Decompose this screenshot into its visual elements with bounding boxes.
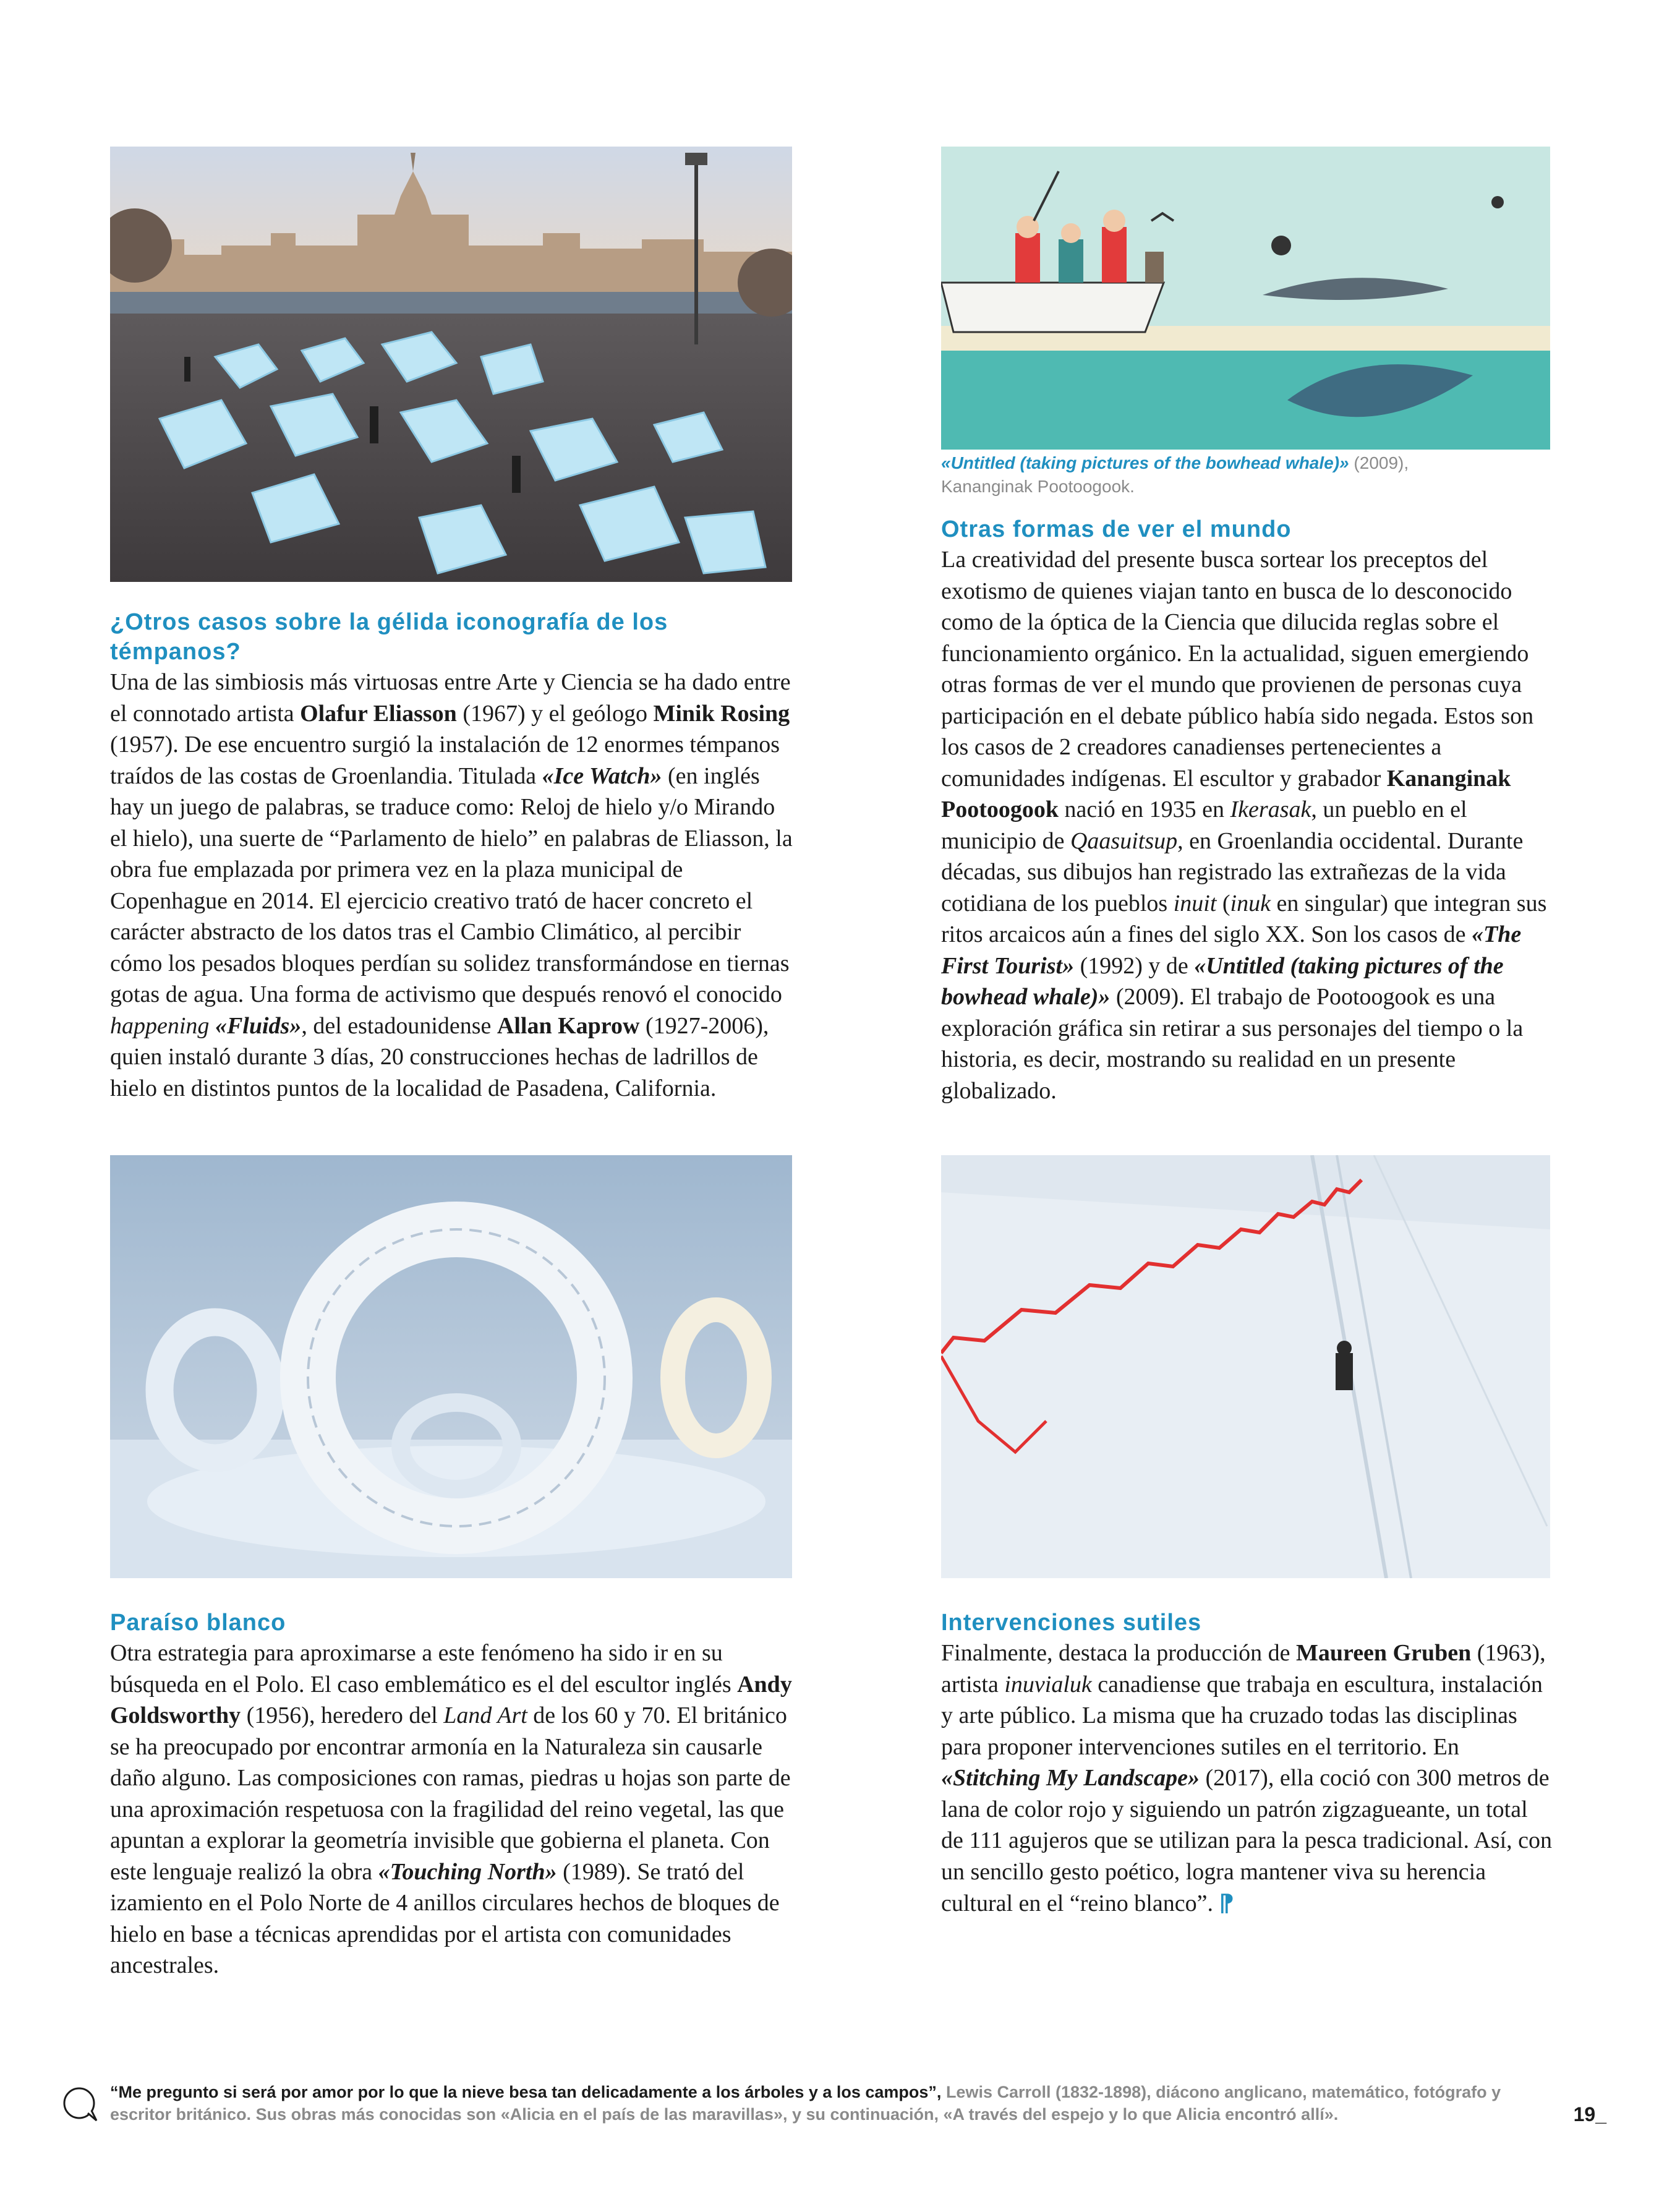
section-heading: ¿Otros casos sobre la gélida iconografía de los témpanos? (110, 609, 668, 665)
page-number: 19_ (1573, 2103, 1606, 2125)
speech-bubble-icon (62, 2086, 99, 2123)
quote-attribution: Lewis Carroll (1832-1898), diácono anglicano, matemático, fotógrafo y escritor británico. Sus obras más conocidas son «Alicia en el país de las maravillas», y su continuación, «A través del espejo y lo que Alicia encontró allí». (110, 2083, 1501, 2124)
section-body: Finalmente, destaca la producción de Maureen Gruben (1963), artista inuvialuk canadiense que trabaja en escultura, instalación y arte público. La misma que ha cruzado todas las disciplinas para proponer intervenciones sutiles en el territorio. En «Stitching My Landscape» (2017), ella coció con 300 metros de lana de color rojo y siguiendo un patrón zigzagueante, un total de 111 agujeros que se utilizan para la pesca tradicional. Así, con un sencillo gesto poético, logra mantener viva su herencia cultural en el “reino blanco”. ⁋ (941, 1640, 1552, 1916)
whale-caption-artist: Kananginak Pootoogook. (941, 477, 1135, 496)
quote-text: “Me pregunto si será por amor por lo que la nieve besa tan delicadamente a los árboles y a los campos”, (110, 2083, 942, 2101)
bowhead-whale-drawing (941, 147, 1550, 450)
section-otras-formas (941, 515, 1553, 1106)
section-paraiso-blanco (110, 1608, 796, 1981)
whale-caption-title: «Untitled (taking pictures of the bowhead whale)» (941, 453, 1349, 472)
whale-caption (941, 451, 1550, 498)
ice-watch-photo (110, 147, 792, 582)
section-body: La creatividad del presente busca sortear los preceptos del exotismo de quienes viajan tanto en busca de lo desconocido como de la óptica de la Ciencia que dilucida reglas sobre el funcionamiento orgánico. En la actualidad, siguen emergiendo otras formas de ver el mundo que provienen de personas cuya participación en el debate público había sido negada. Estos son los casos de 2 creadores canadienses pertenecientes a comunidades indígenas. El escultor y grabador Kananginak Pootoogook nació en 1935 en Ikerasak, un pueblo en el municipio de Qaasuitsup, en Groenlandia occidental. Durante décadas, sus dibujos han registrado las extrañezas de la vida cotidiana de los pueblos inuit (inuk en singular) que integran sus ritos arcaicos aún a fines del siglo XX. Son los casos de «The First Tourist» (1992) y de «Untitled (taking pictures of the bowhead whale)» (2009). El trabajo de Pootoogook es una exploración gráfica sin retirar a sus personajes del tiempo o la historia, es decir, mostrando su realidad en un presente globalizado. (941, 547, 1547, 1104)
section-heading: Intervenciones sutiles (941, 1610, 1202, 1636)
stitching-landscape-photo (941, 1155, 1550, 1578)
section-heading: Paraíso blanco (110, 1610, 286, 1636)
section-body: Una de las simbiosis más virtuosas entre Arte y Ciencia se ha dado entre el connotado artista Olafur Eliasson (1967) y el geólogo Minik Rosing (1957). De ese encuentro surgió la instalación de 12 enormes témpanos traídos de las costas de Groenlandia. Titulada «Ice Watch» (en inglés hay un juego de palabras, se traduce como: Reloj de hielo y/o Mirando el hielo), una suerte de “Parlamento de hielo” en palabras de Eliasson, la obra fue emplazada por primera vez en la plaza municipal de Copenhague en 2014. El ejercicio creativo trató de hacer concreto el carácter abstracto de los datos tras el Cambio Climático, al percibir cómo los pesados bloques perdían su solidez transformándose en tiernas gotas de agua. Una forma de activismo que después renovó el conocido happening «Fluids», del estadounidense Allan Kaprow (1927-2006), quien instaló durante 3 días, 20 construcciones hechas de ladrillos de hielo en distintos puntos de la localidad de Pasadena, California. (110, 669, 793, 1101)
section-tempanos (110, 607, 796, 1104)
section-intervenciones (941, 1608, 1553, 1920)
whale-caption-year: (2009), (1349, 453, 1409, 472)
touching-north-photo (110, 1155, 792, 1578)
footer (62, 2081, 1620, 2130)
pilcrow-icon: ⁋ (1219, 1889, 1234, 1916)
section-body: Otra estrategia para aproximarse a este fenómeno ha sido ir en su búsqueda en el Polo. El caso emblemático es el del escultor inglés Andy Goldsworthy (1956), heredero del Land Art de los 60 y 70. El británico se ha preocupado por encontrar armonía en la Naturaleza sin causarle daño alguno. Las composiciones con ramas, piedras u hojas son parte de una aproximación respetuosa con la fragilidad del reino vegetal, las que apuntan a explorar la geometría invisible que gobierna el planeta. Con este lenguaje realizó la obra «Touching North» (1989). Se trató del izamiento en el Polo Norte de 4 anillos circulares hechos de bloques de hielo en base a técnicas aprendidas por el artista con comunidades ancestrales. (110, 1640, 792, 1978)
footer-quote (110, 2081, 1501, 2125)
section-heading: Otras formas de ver el mundo (941, 516, 1292, 542)
